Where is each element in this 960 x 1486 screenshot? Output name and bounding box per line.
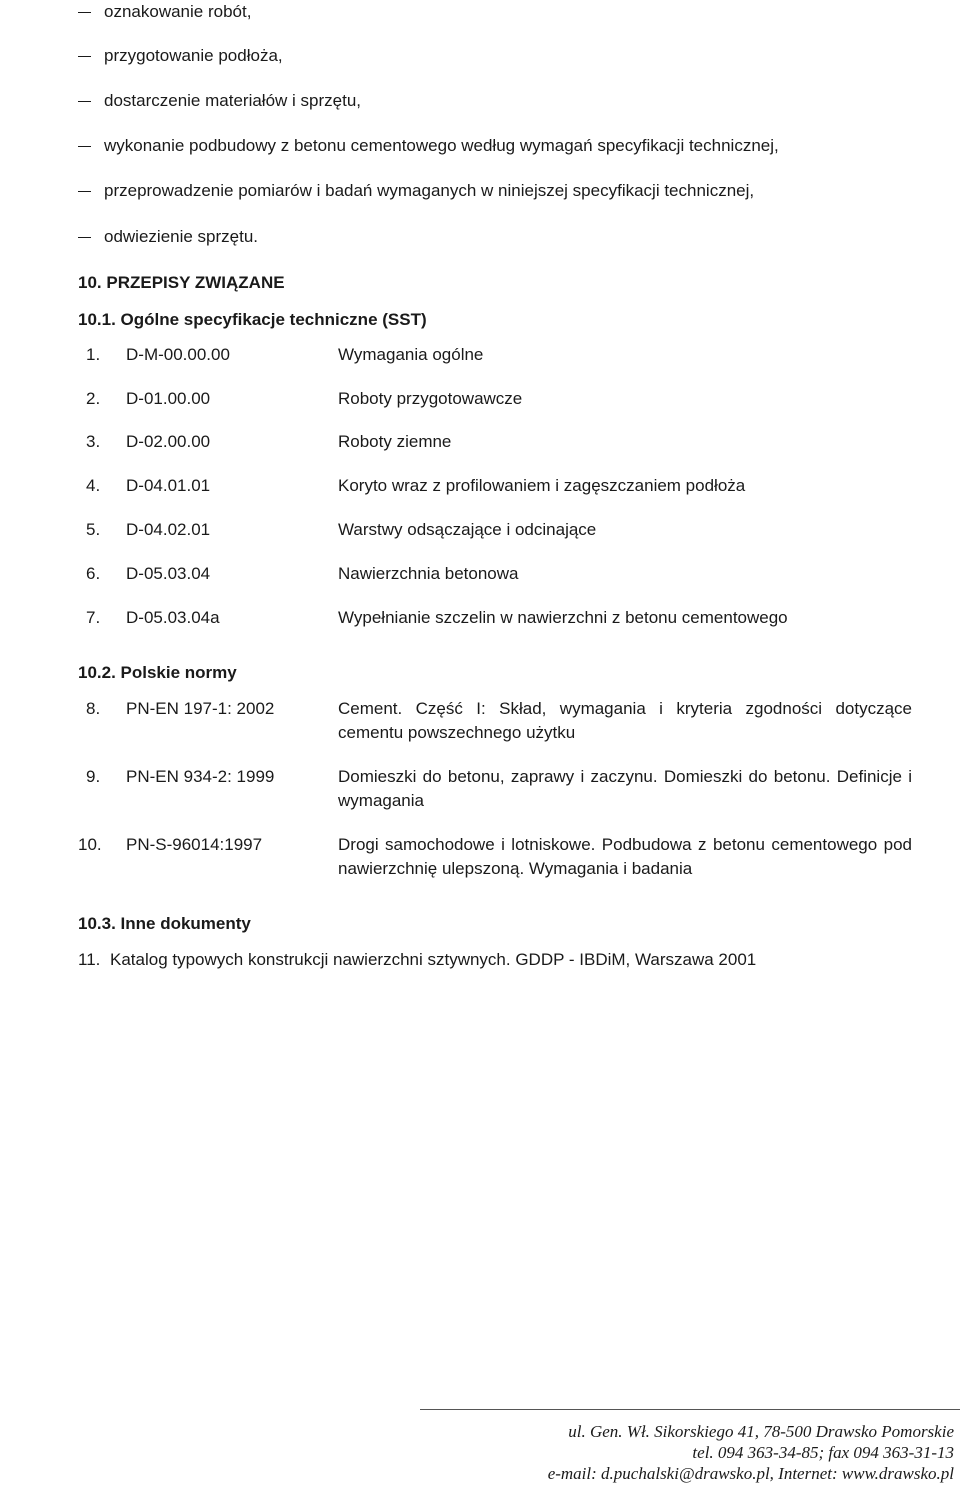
list-item bbox=[0, 46, 960, 66]
item-code: D-04.02.01 bbox=[126, 520, 211, 539]
section-heading: 10.3. Inne dokumenty bbox=[78, 914, 251, 933]
item-number: 10. bbox=[78, 835, 102, 854]
item-code: D-05.03.04a bbox=[126, 608, 220, 627]
sst-row bbox=[0, 345, 960, 365]
list-item-text: oznakowanie robót, bbox=[104, 2, 252, 21]
item-number: 1. bbox=[86, 345, 101, 364]
item-desc: Katalog typowych konstrukcji nawierzchni sztywnych. GDDP - IBDiM, Warszawa 2001 bbox=[110, 950, 757, 969]
item-desc: Koryto wraz z profilowaniem i zagęszczaniem podłoża bbox=[338, 476, 746, 495]
item-number: 7. bbox=[86, 608, 101, 627]
sst-row bbox=[0, 520, 960, 540]
item-number: 6. bbox=[86, 564, 101, 583]
item-number: 5. bbox=[86, 520, 101, 539]
norm-row bbox=[0, 767, 960, 815]
footer-contact: e-mail: d.puchalski@drawsko.pl, Internet: www.drawsko.pl bbox=[547, 1464, 954, 1483]
section-heading: 10.2. Polskie normy bbox=[78, 663, 237, 682]
item-code: PN-S-96014:1997 bbox=[126, 835, 263, 854]
norm-row bbox=[0, 835, 960, 883]
dash-bullet bbox=[78, 227, 92, 247]
sst-row bbox=[0, 564, 960, 584]
list-item-text: odwiezienie sprzętu. bbox=[104, 227, 259, 246]
item-desc: Wymagania ogólne bbox=[338, 345, 484, 364]
section-heading: 10.1. Ogólne specyfikacje techniczne (SST) bbox=[78, 310, 427, 329]
item-number: 11. bbox=[78, 950, 101, 969]
section-heading: 10. PRZEPISY ZWIĄZANE bbox=[78, 273, 285, 292]
item-number: 8. bbox=[86, 699, 101, 718]
item-code: D-02.00.00 bbox=[126, 432, 211, 451]
list-item-text: przeprowadzenie pomiarów i badań wymaganych w niniejszej specyfikacji technicznej, bbox=[104, 181, 755, 200]
item-code: D-05.03.04 bbox=[126, 564, 211, 583]
dash-bullet bbox=[78, 136, 92, 156]
item-desc: Roboty przygotowawcze bbox=[338, 389, 523, 408]
list-item bbox=[0, 2, 960, 22]
dash-bullet bbox=[78, 46, 92, 66]
item-desc: Nawierzchnia betonowa bbox=[338, 564, 519, 583]
norm-row bbox=[0, 699, 960, 747]
item-number: 2. bbox=[86, 389, 101, 408]
item-desc: Roboty ziemne bbox=[338, 432, 452, 451]
dash-bullet bbox=[78, 181, 92, 201]
item-code: D-M-00.00.00 bbox=[126, 345, 230, 364]
list-item bbox=[0, 136, 960, 156]
item-code: PN-EN 934-2: 1999 bbox=[126, 767, 275, 786]
item-number: 9. bbox=[86, 767, 101, 786]
footer-phone: tel. 094 363-34-85; fax 094 363-31-13 bbox=[692, 1443, 954, 1462]
sst-row bbox=[0, 476, 960, 496]
footer-address: ul. Gen. Wł. Sikorskiego 41, 78-500 Drawsko Pomorskie bbox=[568, 1422, 954, 1441]
sst-row bbox=[0, 389, 960, 409]
item-code: D-04.01.01 bbox=[126, 476, 211, 495]
item-code: PN-EN 197-1: 2002 bbox=[126, 699, 275, 718]
item-desc: Cement. Część I: Skład, wymagania i kryteria zgodności dotyczące cementu powszechnego użytku bbox=[338, 699, 912, 742]
item-number: 3. bbox=[86, 432, 101, 451]
sst-row bbox=[0, 608, 960, 628]
item-number: 4. bbox=[86, 476, 101, 495]
footer-divider bbox=[420, 1409, 960, 1410]
other-doc-row bbox=[0, 950, 960, 970]
item-desc: Wypełnianie szczelin w nawierzchni z betonu cementowego bbox=[338, 608, 788, 627]
sst-row bbox=[0, 432, 960, 452]
list-item-text: przygotowanie podłoża, bbox=[104, 46, 283, 65]
list-item bbox=[0, 181, 960, 201]
list-item bbox=[0, 227, 960, 247]
item-desc: Warstwy odsączające i odcinające bbox=[338, 520, 597, 539]
item-desc: Domieszki do betonu, zaprawy i zaczynu. Domieszki do betonu. Definicje i wymagania bbox=[338, 767, 912, 810]
item-desc: Drogi samochodowe i lotniskowe. Podbudowa z betonu cementowego pod nawierzchnię ulepszoną. Wymagania i badania bbox=[338, 835, 912, 878]
list-item bbox=[0, 91, 960, 111]
list-item-text: dostarczenie materiałów i sprzętu, bbox=[104, 91, 362, 110]
item-code: D-01.00.00 bbox=[126, 389, 211, 408]
dash-bullet bbox=[78, 91, 92, 111]
list-item-text: wykonanie podbudowy z betonu cementowego według wymagań specyfikacji technicznej, bbox=[104, 136, 779, 155]
dash-bullet bbox=[78, 2, 92, 22]
